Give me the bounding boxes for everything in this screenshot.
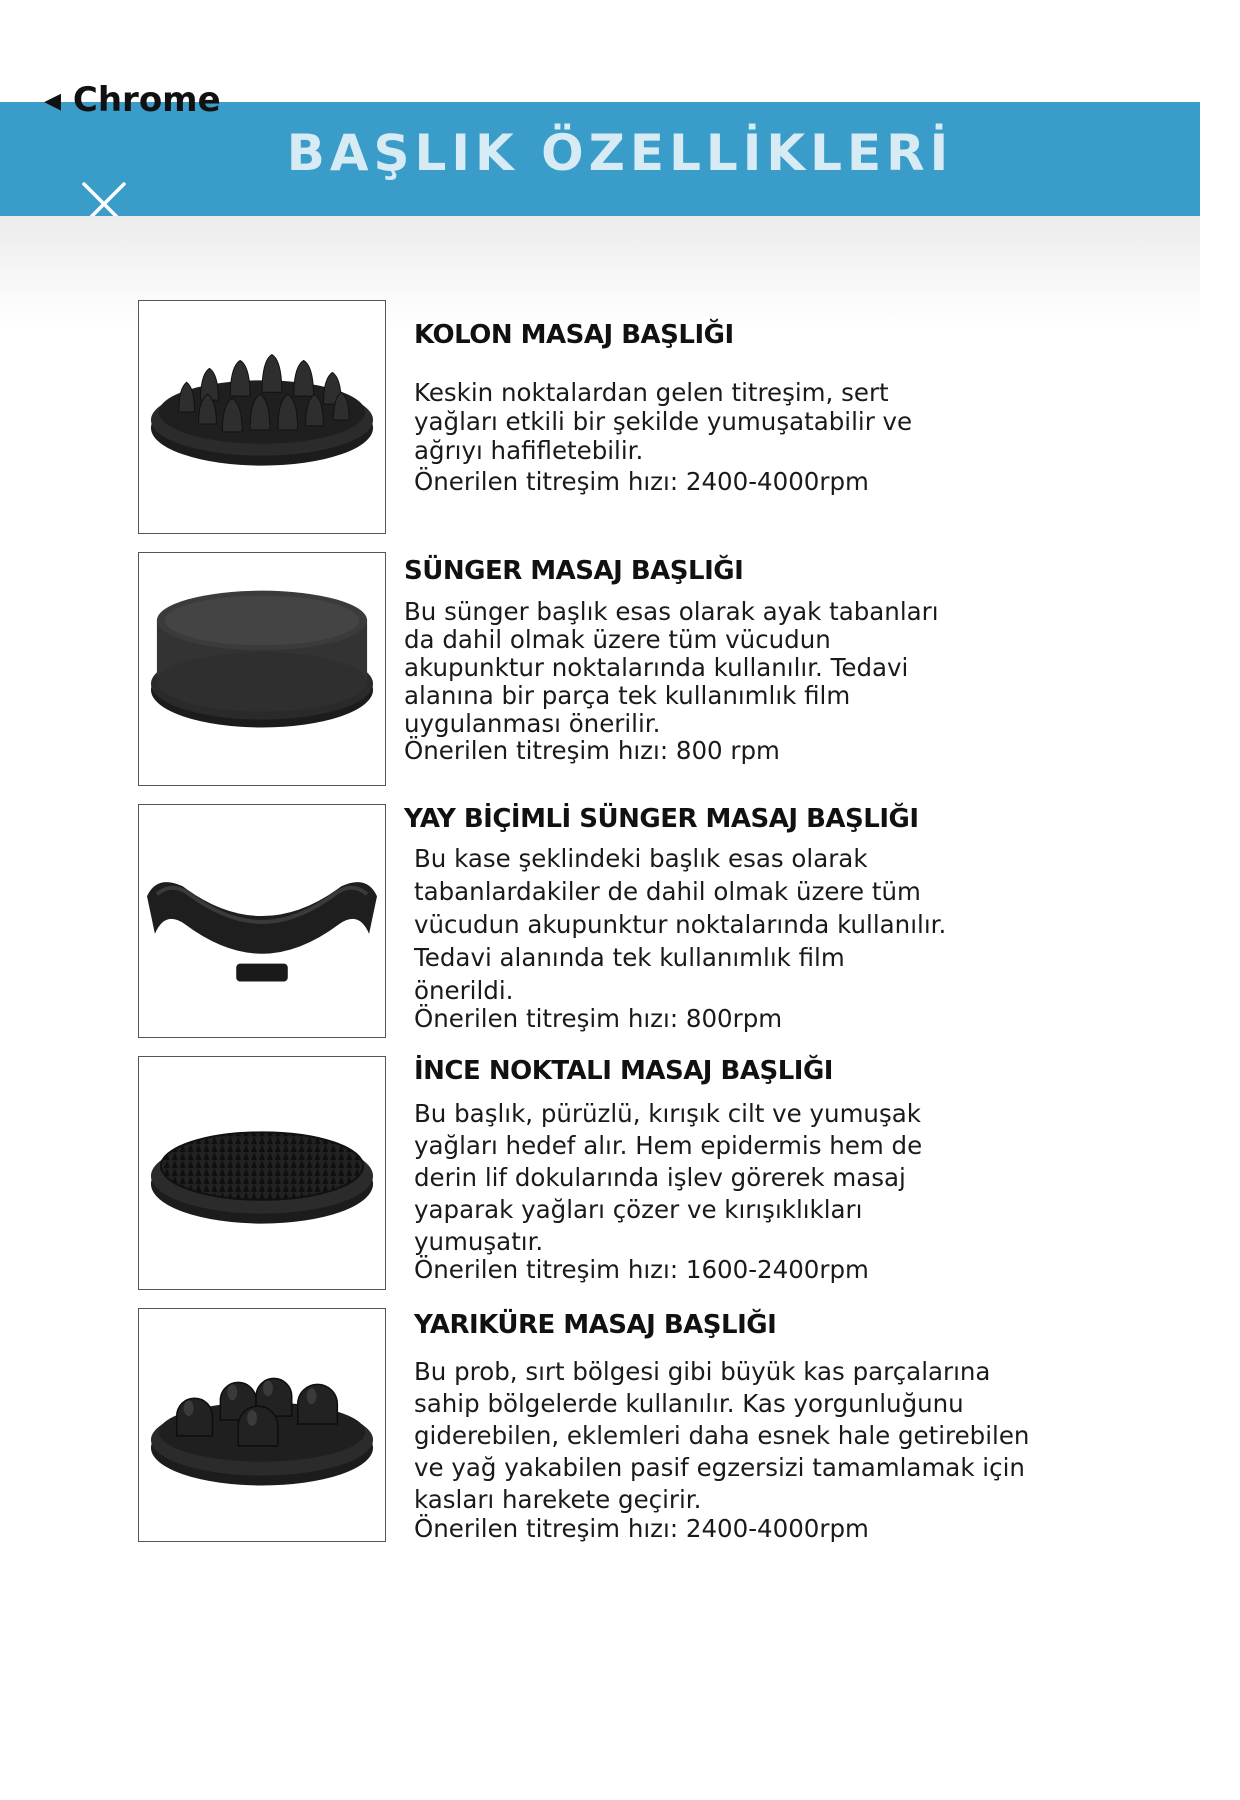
page-title: BAŞLIK ÖZELLİKLERİ bbox=[286, 124, 954, 182]
item-description: Keskin noktalardan gelen titreşim, sert yağları etkili bir şekilde yumuşatabilir ve ağrıyı hafifletebilir. bbox=[414, 378, 913, 465]
item-title: YAY BİÇİMLİ SÜNGER MASAJ BAŞLIĞI bbox=[404, 804, 919, 834]
hemisphere-massage-head-image bbox=[138, 1308, 386, 1542]
item-title: KOLON MASAJ BAŞLIĞI bbox=[414, 320, 734, 350]
fine-point-massage-head-image bbox=[138, 1056, 386, 1290]
arc-sponge-massage-head-image bbox=[138, 804, 386, 1038]
item-title: SÜNGER MASAJ BAŞLIĞI bbox=[404, 556, 744, 586]
item-description: Bu başlık, pürüzlü, kırışık cilt ve yumuşak yağları hedef alır. Hem epidermis hem de derin lif dokularında işlev görerek masaj yaparak yağları çözer ve kırışıklıkları yumuşatır. bbox=[414, 1099, 923, 1256]
item-description: Bu sünger başlık esas olarak ayak tabanları da dahil olmak üzere tüm vücudun akupunktur noktalarında kullanılır. Tedavi alanına bir parça tek kullanımlık film uygulanması önerilir. bbox=[404, 597, 939, 738]
item-description: Bu prob, sırt bölgesi gibi büyük kas parçalarına sahip bölgelerde kullanılır. Kas yorgunluğunu giderebilen, eklemleri daha esnek hale getirebilen ve yağ yakabilen pasif egzersizi tamamlamak için kasları harekete geçirir. bbox=[414, 1357, 1030, 1514]
item-speed: Önerilen titreşim hızı: 800rpm bbox=[414, 1004, 783, 1033]
item-description: Bu kase şeklindeki başlık esas olarak tabanlardakiler de dahil olmak üzere tüm vücudun akupunktur noktalarında kullanılır. Tedavi alanında tek kullanımlık film önerildi. bbox=[414, 844, 947, 1005]
item-speed: Önerilen titreşim hızı: 1600-2400rpm bbox=[414, 1255, 869, 1284]
header-banner bbox=[0, 80, 1200, 216]
item-speed: Önerilen titreşim hızı: 800 rpm bbox=[404, 736, 780, 765]
item-title: YARIKÜRE MASAJ BAŞLIĞI bbox=[414, 1310, 777, 1340]
sponge-massage-head-image bbox=[138, 552, 386, 786]
item-speed: Önerilen titreşim hızı: 2400-4000rpm bbox=[414, 1514, 869, 1543]
item-title: İNCE NOKTALI MASAJ BAŞLIĞI bbox=[414, 1056, 833, 1086]
column-massage-head-image bbox=[138, 300, 386, 534]
item-speed: Önerilen titreşim hızı: 2400-4000rpm bbox=[414, 467, 869, 496]
back-to-chrome-link[interactable]: ◂ Chrome bbox=[44, 80, 221, 120]
